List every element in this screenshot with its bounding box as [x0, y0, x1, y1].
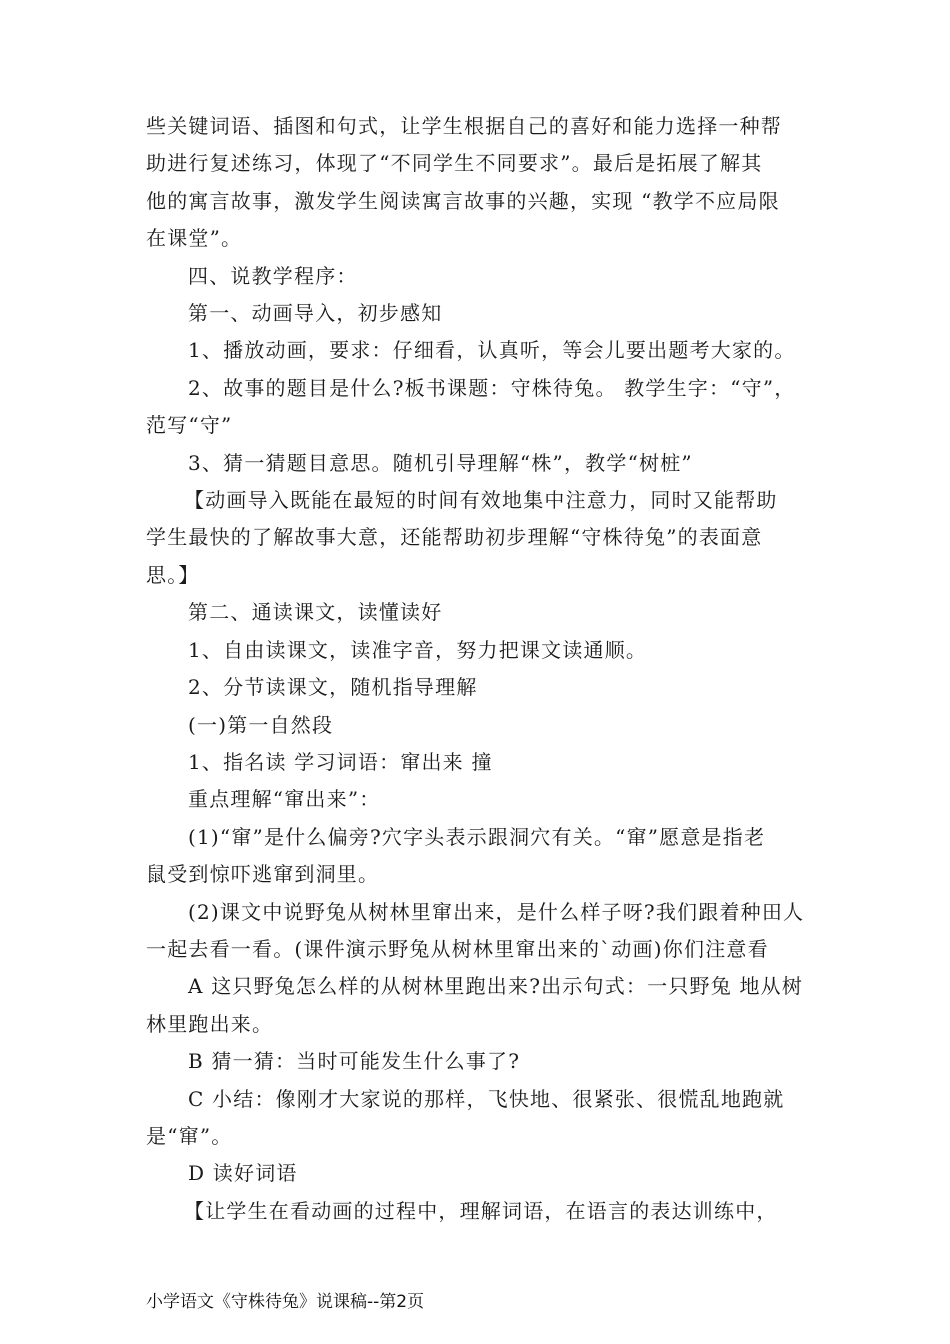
- sub-heading: 第二、通读课文，读懂读好: [188, 600, 443, 625]
- text-line: A 这只野兔怎么样的从树林里跑出来?出示句式：一只野兔 地从树: [188, 974, 804, 999]
- text-line: 3、猜一猜题目意思。随机引导理解“株”，教学“树桩”: [188, 450, 693, 475]
- text-line: C 小结：像刚才大家说的那样，飞快地、很紧张、很慌乱地跑就: [188, 1086, 785, 1111]
- text-line: (1)“窜”是什么偏旁?穴字头表示跟洞穴有关。“窜”愿意是指老: [188, 824, 766, 849]
- text-line: 重点理解“窜出来”：: [188, 787, 381, 812]
- text-line: 2、故事的题目是什么?板书课题：守株待兔。 教学生字：“守”，: [188, 375, 796, 400]
- text-line: 学生最快的了解故事大意，还能帮助初步理解“守株待兔”的表面意: [146, 525, 763, 550]
- text-line: 思。】: [146, 562, 200, 587]
- text-line: 【动画导入既能在最短的时间有效地集中注意力，同时又能帮助: [184, 488, 778, 513]
- text-line: 1、指名读 学习词语：窜出来 撞: [188, 749, 493, 774]
- text-line: 1、播放动画，要求：仔细看，认真听，等会儿要出题考大家的。: [188, 338, 796, 363]
- text-line: 他的寓言故事，激发学生阅读寓言故事的兴趣，实现 “教学不应局限: [146, 188, 780, 213]
- page-footer: 小学语文《守株待兔》说课稿--第2页: [146, 1292, 425, 1312]
- text-line: 一起去看一看。(课件演示野兔从树林里窜出来的`动画)你们注意看: [146, 936, 769, 961]
- text-line: B 猜一猜：当时可能发生什么事了?: [188, 1049, 521, 1074]
- text-line: 助进行复述练习，体现了“不同学生不同要求”。最后是拓展了解其: [146, 151, 763, 176]
- sub-heading: 第一、动画导入，初步感知: [188, 301, 443, 326]
- text-line: 鼠受到惊吓逃窜到洞里。: [146, 862, 380, 887]
- text-line: 范写“守”: [146, 413, 233, 438]
- text-line: (一)第一自然段: [188, 712, 334, 737]
- section-heading: 四、说教学程序：: [188, 263, 358, 288]
- text-line: 是“窜”。: [146, 1123, 233, 1148]
- text-line: D 读好词语: [188, 1161, 298, 1186]
- text-line: 些关键词语、插图和句式，让学生根据自己的喜好和能力选择一种帮: [146, 114, 782, 138]
- text-line: 林里跑出来。: [146, 1011, 274, 1036]
- text-line: 在课堂”。: [146, 226, 243, 251]
- text-line: (2)课文中说野兔从树林里窜出来，是什么样子呀?我们跟着种田人: [188, 899, 805, 924]
- body-text: [146, 108, 810, 1230]
- text-line: 【让学生在看动画的过程中，理解词语，在语言的表达训练中，: [184, 1198, 778, 1223]
- text-line: 1、自由读课文，读准字音，努力把课文读通顺。: [188, 637, 648, 662]
- text-line: 2、分节读课文，随机指导理解: [188, 675, 478, 700]
